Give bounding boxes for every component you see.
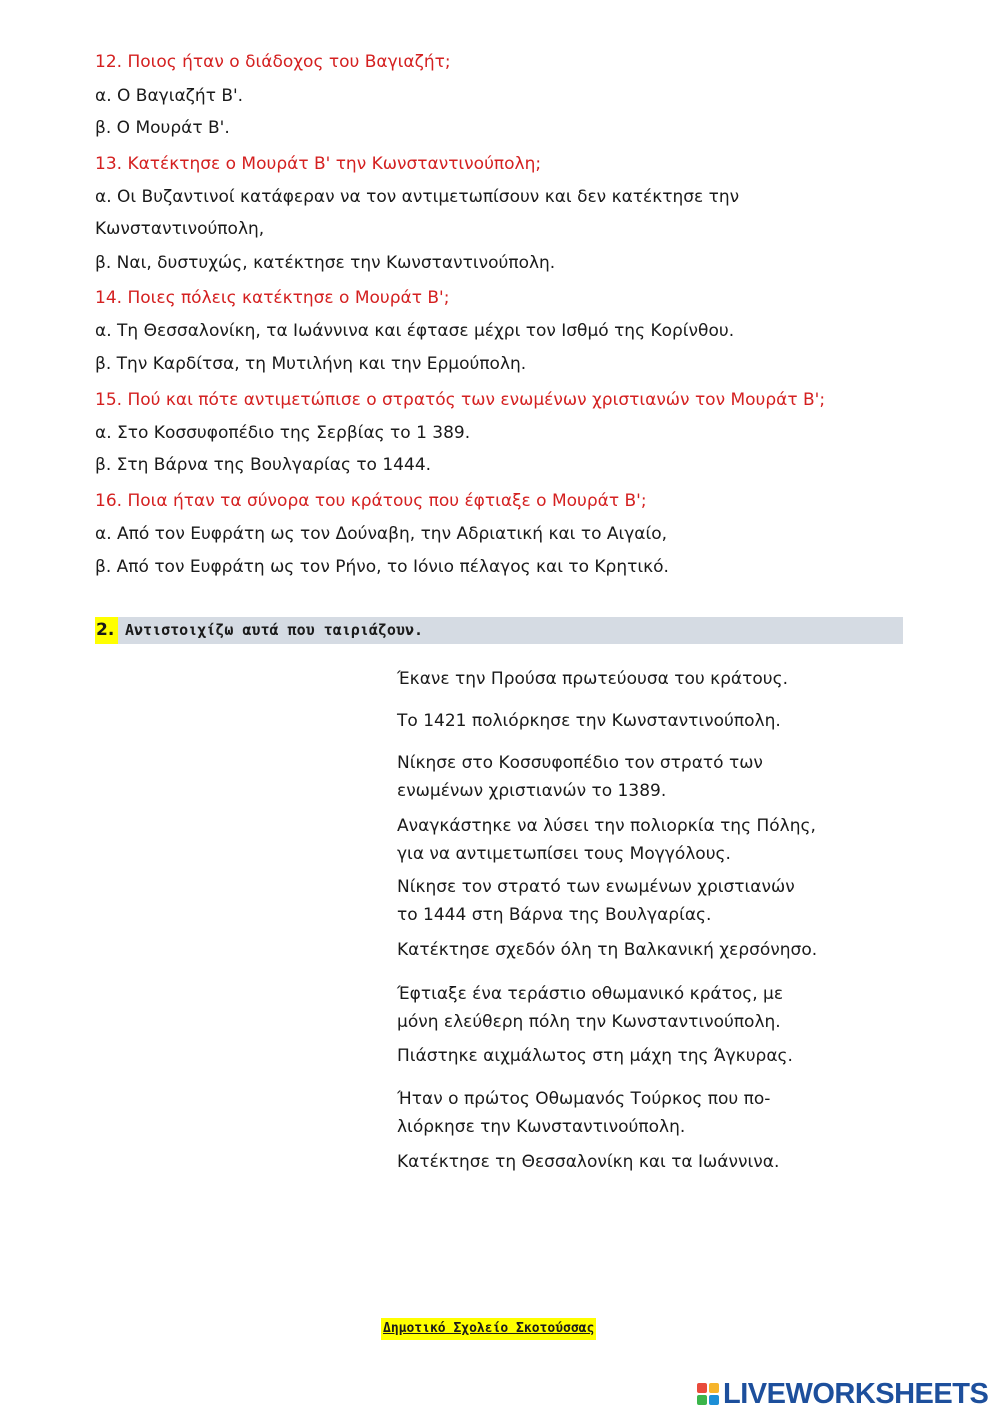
matching-statement: Πιάστηκε αιχμάλωτος στη μάχη της Άγκυρας. xyxy=(397,1046,793,1066)
answer-option: β. Ναι, δυστυχώς, κατέκτησε την Κωνσταντινούπολη. xyxy=(95,253,556,273)
matching-statement: Ήταν ο πρώτος Οθωμανός Τούρκος που πο- λιόρκησε την Κωνσταντινούπολη. xyxy=(397,1089,771,1137)
section-number: 2. xyxy=(95,617,118,644)
matching-statement: Νίκησε στο Κοσσυφοπέδιο τον στρατό των ενωμένων χριστιανών το 1389. xyxy=(397,753,763,801)
section-title: Αντιστοιχίζω αυτά που ταιριάζουν. xyxy=(125,621,424,639)
answer-option: α. Από τον Ευφράτη ως τον Δούναβη, την Αδριατική και το Αιγαίο, xyxy=(95,524,668,544)
matching-statement: Κατέκτησε τη Θεσσαλονίκη και τα Ιωάννινα. xyxy=(397,1152,780,1172)
answer-option-continued: Κωνσταντινούπολη, xyxy=(95,219,265,239)
answer-option: β. Από τον Ευφράτη ως τον Ρήνο, το Ιόνιο πέλαγος και το Κρητικό. xyxy=(95,557,669,577)
answer-option: β. Την Καρδίτσα, τη Μυτιλήνη και την Ερμούπολη. xyxy=(95,354,527,374)
answer-option: α. Οι Βυζαντινοί κατάφεραν να τον αντιμετωπίσουν και δεν κατέκτησε την xyxy=(95,187,740,207)
answer-option: α. Τη Θεσσαλονίκη, τα Ιωάννινα και έφτασε μέχρι τον Ισθμό της Κορίνθου. xyxy=(95,321,735,341)
matching-statement: Αναγκάστηκε να λύσει την πολιορκία της Πόλης, για να αντιμετωπίσει τους Μογγόλους. xyxy=(397,816,816,864)
section-header xyxy=(95,617,903,644)
answer-option: β. Ο Μουράτ Β'. xyxy=(95,118,230,138)
answer-option: β. Στη Βάρνα της Βουλγαρίας το 1444. xyxy=(95,455,432,475)
question-15: 15. Πού και πότε αντιμετώπισε ο στρατός των ενωμένων χριστιανών τον Μουράτ Β'; xyxy=(95,390,826,410)
question-14: 14. Ποιες πόλεις κατέκτησε ο Μουράτ Β'; xyxy=(95,288,450,308)
matching-statement: Έκανε την Προύσα πρωτεύουσα του κράτους. xyxy=(397,669,788,689)
school-footer: Δημοτικό Σχολείο Σκοτούσσας xyxy=(381,1318,596,1340)
matching-statement: Νίκησε τον στρατό των ενωμένων χριστιανών το 1444 στη Βάρνα της Βουλγαρίας. xyxy=(397,877,795,925)
matching-statement: Το 1421 πολιόρκησε την Κωνσταντινούπολη. xyxy=(397,711,781,731)
question-16: 16. Ποια ήταν τα σύνορα του κράτους που έφτιαξε ο Μουράτ Β'; xyxy=(95,491,647,511)
logo-text: LIVEWORKSHEETS xyxy=(723,1377,989,1410)
liveworksheets-logo[interactable] xyxy=(697,1377,988,1411)
answer-option: α. Ο Βαγιαζήτ Β'. xyxy=(95,86,244,106)
matching-statement: Κατέκτησε σχεδόν όλη τη Βαλκανική χερσόνησο. xyxy=(397,940,818,960)
liveworksheets-logo-icon xyxy=(697,1383,719,1405)
matching-statement: Έφτιαξε ένα τεράστιο οθωμανικό κράτος, με μόνη ελεύθερη πόλη την Κωνσταντινούπολη. xyxy=(397,984,784,1032)
question-12: 12. Ποιος ήταν ο διάδοχος του Βαγιαζήτ; xyxy=(95,52,451,72)
answer-option: α. Στο Κοσσυφοπέδιο της Σερβίας το 1 389. xyxy=(95,423,471,443)
question-13: 13. Κατέκτησε ο Μουράτ Β' την Κωνσταντινούπολη; xyxy=(95,154,542,174)
